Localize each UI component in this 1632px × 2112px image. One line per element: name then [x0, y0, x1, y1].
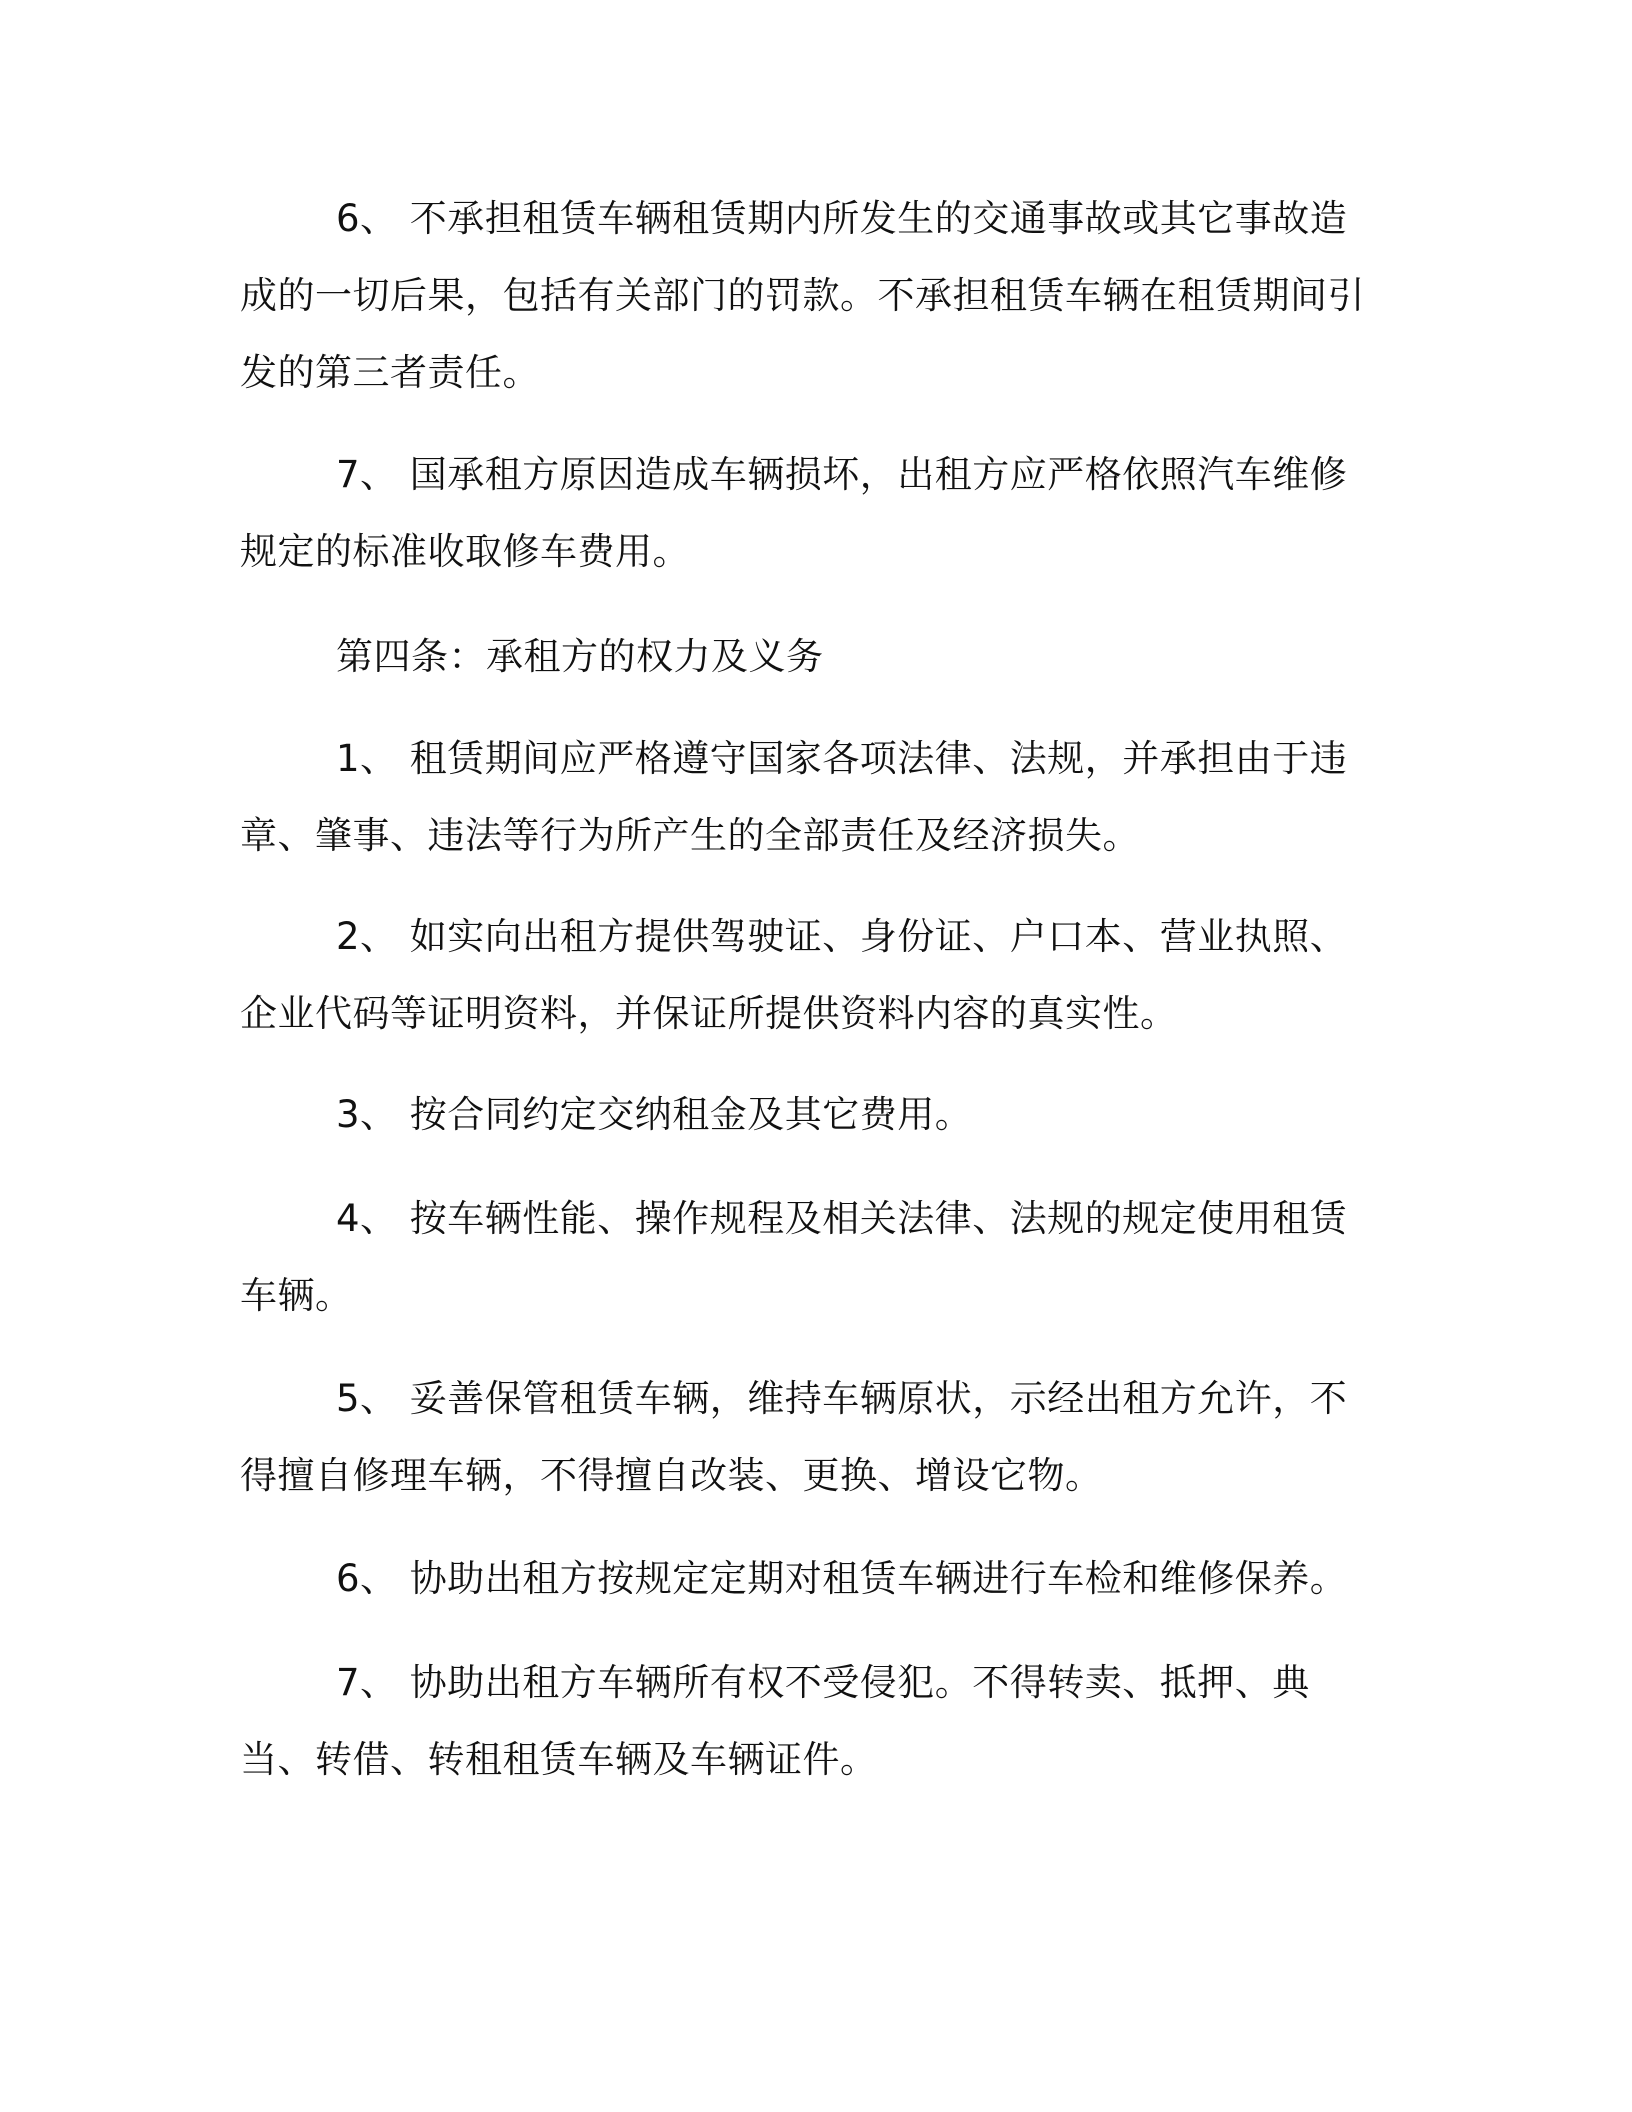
paragraph-lessee-1: 1、 租赁期间应严格遵守国家各项法律、法规，并承担由于违章、肇事、违法等行为所产生的全部责任及经济损失。	[240, 737, 1348, 857]
paragraph-lessee-2: 2、 如实向出租方提供驾驶证、身份证、户口本、营业执照、企业代码等证明资料，并保证所提供资料内容的真实性。	[240, 915, 1348, 1035]
paragraph-lessor-7: 7、 国承租方原因造成车辆损坏，出租方应严格依照汽车维修规定的标准收取修车费用。	[240, 453, 1348, 573]
paragraph-lessee-6: 6、 协助出租方按规定定期对租赁车辆进行车检和维修保养。	[336, 1557, 1348, 1600]
paragraph-lessee-4: 4、 按车辆性能、操作规程及相关法律、法规的规定使用租赁车辆。	[240, 1197, 1348, 1317]
paragraph-lessor-6: 6、 不承担租赁车辆租赁期内所发生的交通事故或其它事故造成的一切后果，包括有关部门的罚款。不承担租赁车辆在租赁期间引发的第三者责任。	[240, 197, 1365, 394]
paragraph-lessee-5: 5、 妥善保管租赁车辆，维持车辆原状，示经出租方允许，不得擅自修理车辆，不得擅自改装、更换、增设它物。	[240, 1377, 1348, 1497]
paragraph-lessee-7: 7、 协助出租方车辆所有权不受侵犯。不得转卖、抵押、典当、转借、转租租赁车辆及车辆证件。	[240, 1661, 1310, 1781]
section-heading-article-4: 第四条：承租方的权力及义务	[336, 635, 824, 678]
paragraph-lessee-3: 3、 按合同约定交纳租金及其它费用。	[336, 1093, 973, 1136]
